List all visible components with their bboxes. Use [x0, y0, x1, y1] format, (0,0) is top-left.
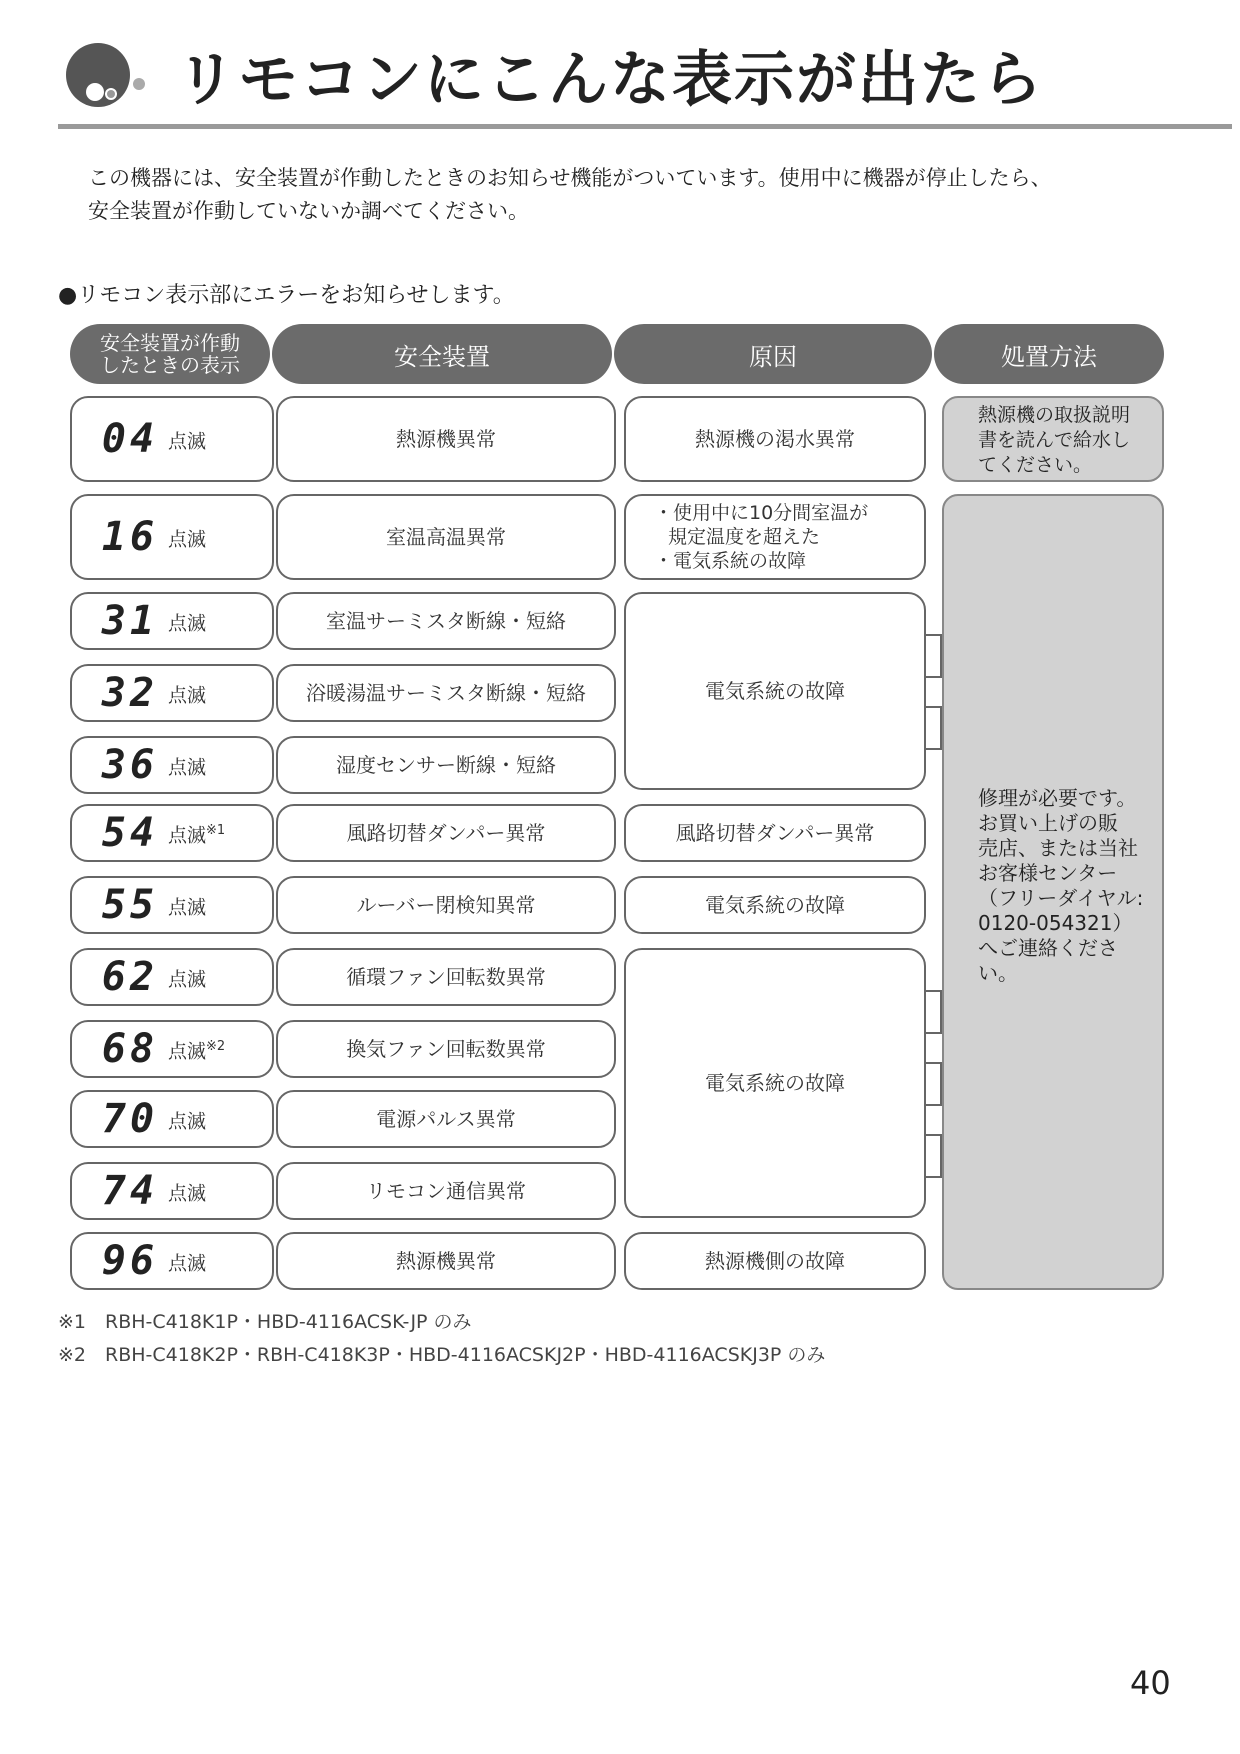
- blink-label: 点滅: [168, 1252, 207, 1275]
- error-code: 70: [101, 1096, 159, 1142]
- display-code-cell: [70, 1232, 274, 1290]
- blink-label: 点滅: [168, 896, 207, 919]
- display-code-cell: [70, 1090, 274, 1148]
- device-cell: 風路切替ダンパー異常: [276, 804, 616, 862]
- device-cell: ルーバー閉検知異常: [276, 876, 616, 934]
- error-code: 31: [101, 598, 159, 644]
- error-code: 36: [101, 742, 159, 788]
- display-code-cell: [70, 1162, 274, 1220]
- device-cell: 換気ファン回転数異常: [276, 1020, 616, 1078]
- cause-c31-36: 電気系統の故障: [624, 592, 926, 790]
- display-code-cell: [70, 494, 274, 580]
- error-code: 62: [101, 954, 159, 1000]
- error-code: 54: [101, 810, 159, 856]
- display-code-cell: [70, 664, 274, 722]
- device-cell: 電源パルス異常: [276, 1090, 616, 1148]
- display-code-cell: [70, 876, 274, 934]
- device-cell: 熱源機異常: [276, 1232, 616, 1290]
- cause-c62-74: 電気系統の故障: [624, 948, 926, 1218]
- header-cause: 原因: [614, 324, 932, 384]
- device-cell: 浴暖湯温サーミスタ断線・短絡: [276, 664, 616, 722]
- connector-tab: [924, 706, 942, 750]
- device-cell: 熱源機異常: [276, 396, 616, 482]
- header-display: 安全装置が作動 したときの表示: [70, 324, 270, 384]
- footnote-marker: ※1: [206, 822, 226, 838]
- blink-label: 点滅$^{※2}$: [168, 1038, 226, 1063]
- blink-label: 点滅: [168, 528, 207, 551]
- connector-tab: [924, 990, 942, 1034]
- header-action: 処置方法: [934, 324, 1164, 384]
- page-number: 40: [1130, 1664, 1171, 1702]
- display-code-cell: [70, 592, 274, 650]
- blink-label: 点滅: [168, 968, 207, 991]
- action-a04: 熱源機の取扱説明 書を読んで給水し てください。: [942, 396, 1164, 482]
- error-code: 96: [101, 1238, 159, 1284]
- blink-label: 点滅: [168, 756, 207, 779]
- footnote-marker: ※2: [206, 1038, 226, 1054]
- section-label: ●リモコン表示部にエラーをお知らせします。: [58, 283, 515, 308]
- action-repair: 修理が必要です。 お買い上げの販 売店、または当社 お客様センター （フリーダイヤル: 0120-054321） へご連絡くださ い。: [942, 494, 1164, 1290]
- device-cell: リモコン通信異常: [276, 1162, 616, 1220]
- error-code: 16: [101, 514, 159, 560]
- connector-tab: [924, 634, 942, 678]
- blink-label: 点滅$^{※1}$: [168, 822, 226, 847]
- error-code: 74: [101, 1168, 159, 1214]
- display-code-cell: [70, 396, 274, 482]
- title-rule: [58, 124, 1232, 129]
- header-device: 安全装置: [272, 324, 612, 384]
- error-code: 55: [101, 882, 159, 928]
- cause-c16: ・使用中に10分間室温が 規定温度を超えた ・電気系統の故障: [624, 494, 926, 580]
- cause-c04: 熱源機の渇水異常: [624, 396, 926, 482]
- error-code: 68: [101, 1026, 159, 1072]
- device-cell: 室温サーミスタ断線・短絡: [276, 592, 616, 650]
- page-title: リモコンにこんな表示が出たら: [176, 45, 1044, 115]
- blink-label: 点滅: [168, 612, 207, 635]
- blink-label: 点滅: [168, 684, 207, 707]
- title-circle-icon: [60, 42, 150, 112]
- footnotes: [58, 1306, 825, 1372]
- cause-c55: 電気系統の故障: [624, 876, 926, 934]
- display-code-cell: [70, 1020, 274, 1078]
- device-cell: 湿度センサー断線・短絡: [276, 736, 616, 794]
- cause-c96: 熱源機側の故障: [624, 1232, 926, 1290]
- display-code-cell: [70, 736, 274, 794]
- blink-label: 点滅: [168, 430, 207, 453]
- blink-label: 点滅: [168, 1110, 207, 1133]
- footnote-1: ※1 RBH-C418K1P・HBD-4116ACSK-JP のみ: [58, 1311, 472, 1333]
- device-cell: 循環ファン回転数異常: [276, 948, 616, 1006]
- footnote-2: ※2 RBH-C418K2P・RBH-C418K3P・HBD-4116ACSKJ2P・HBD-4116ACSKJ3P のみ: [58, 1344, 826, 1366]
- display-code-cell: [70, 804, 274, 862]
- intro-text: この機器には、安全装置が作動したときのお知らせ機能がついています。使用中に機器が停止したら、 安全装置が作動していないか調べてください。: [88, 166, 1052, 223]
- connector-tab: [924, 1134, 942, 1178]
- error-code: 32: [101, 670, 159, 716]
- error-code: 04: [101, 416, 159, 462]
- cause-c54: 風路切替ダンパー異常: [624, 804, 926, 862]
- display-code-cell: [70, 948, 274, 1006]
- device-cell: 室温高温異常: [276, 494, 616, 580]
- connector-tab: [924, 1062, 942, 1106]
- blink-label: 点滅: [168, 1182, 207, 1205]
